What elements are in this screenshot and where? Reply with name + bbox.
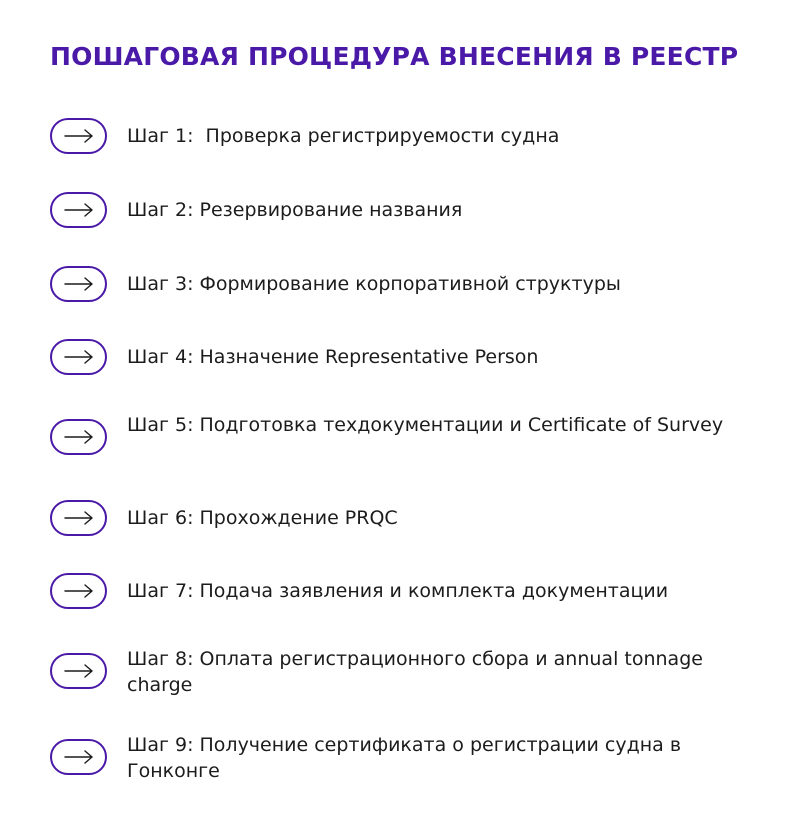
page-title: ПОШАГОВАЯ ПРОЦЕДУРА ВНЕСЕНИЯ В РЕЕСТР [50,42,739,71]
step-item-2 [50,192,770,232]
step-item-1 [50,118,770,158]
arrow-right-icon [50,192,107,228]
step-label: Шаг 1: Проверка регистрируемости судна [127,125,560,147]
step-item-6 [50,500,770,540]
step-label: Шаг 7: Подача заявления и комплекта документации [127,580,669,602]
step-label: Шаг 5: Подготовка техдокументации и Certificate of Survey [127,414,724,436]
step-item-7 [50,573,770,613]
arrow-right-icon [50,500,107,536]
arrow-right-icon [50,266,107,302]
step-item-8 [50,646,770,706]
step-label: Шаг 4: Назначение Representative Person [127,346,539,368]
arrow-right-icon [50,739,107,775]
step-label: Шаг 9: Получение сертификата о регистрации судна в Гонконге [127,734,688,782]
arrow-right-icon [50,653,107,689]
step-label: Шаг 3: Формирование корпоративной структуры [127,273,621,295]
step-label: Шаг 2: Резервирование названия [127,199,463,221]
arrow-right-icon [50,419,107,455]
step-item-9 [50,732,770,792]
arrow-right-icon [50,339,107,375]
step-label: Шаг 8: Оплата регистрационного сбора и annual tonnage charge [127,648,709,696]
step-item-4 [50,339,770,379]
step-item-3 [50,266,770,306]
arrow-right-icon [50,118,107,154]
step-item-5 [50,412,770,472]
step-label: Шаг 6: Прохождение PRQC [127,507,398,529]
arrow-right-icon [50,573,107,609]
